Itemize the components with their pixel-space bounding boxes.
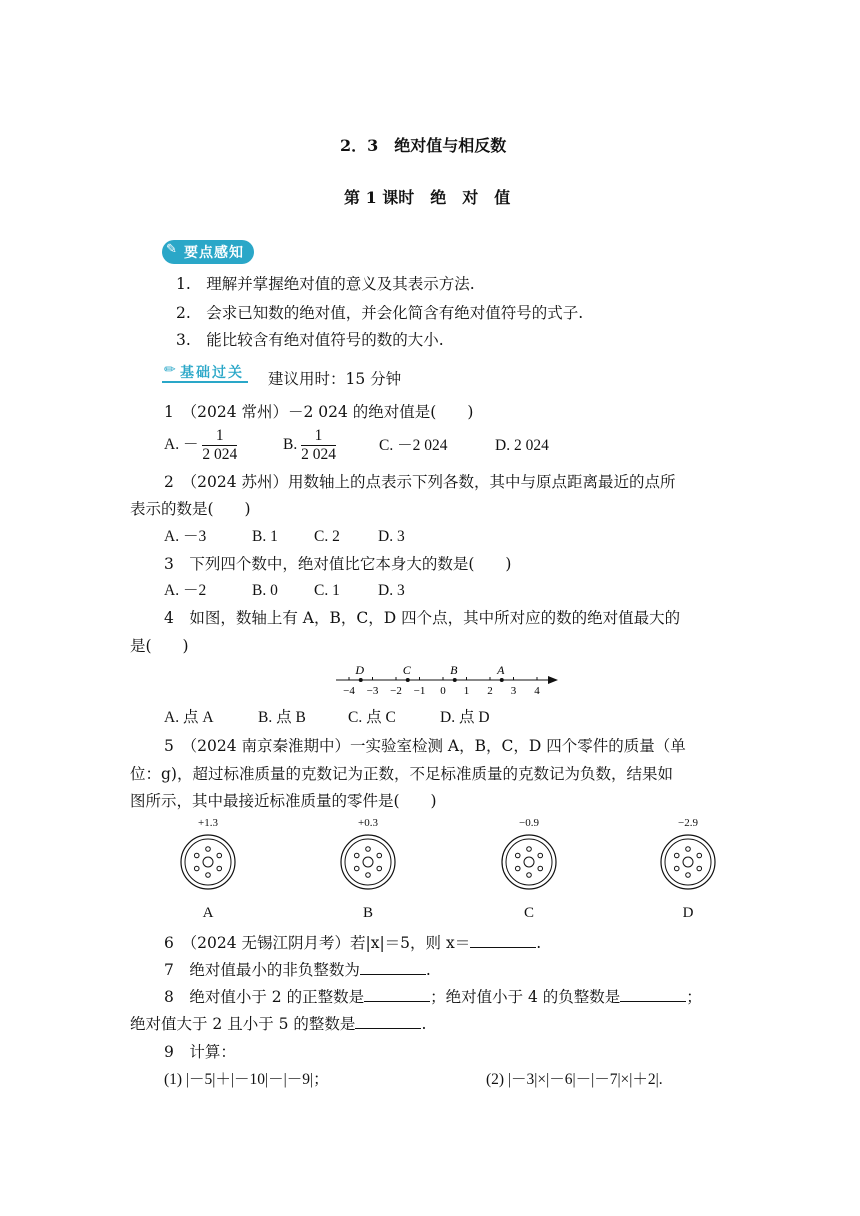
part-mass-deviation: −2.9 — [678, 817, 698, 829]
q1-option-a-fraction — [202, 427, 237, 464]
q5-stem-line1: 5 （2024 南京秦淮期中）一实验室检测 A，B，C，D 四个零件的质量（单 — [164, 737, 686, 755]
number-line-point — [453, 678, 457, 682]
disc-center-hole — [683, 857, 693, 867]
part-label: A — [202, 905, 214, 921]
number-line-point-label: C — [402, 663, 411, 677]
disc-bolt-hole — [697, 853, 702, 858]
fraction-numerator: 1 — [202, 427, 237, 446]
q2-option-a: A. －3 — [164, 528, 207, 545]
q2-option-d: D. 3 — [378, 528, 405, 545]
disc-bolt-hole — [194, 853, 199, 858]
q2-option-c: C. 2 — [314, 528, 340, 545]
q9-sub1: (1) |－5|＋|－10|－|－9|； — [164, 1071, 329, 1088]
q8-line2 — [130, 1014, 426, 1034]
q4-stem-line1: 4 如图，数轴上有 A，B，C，D 四个点，其中所对应的数的绝对值最大的 — [164, 609, 681, 627]
basics-badge-label: 基础过关 — [162, 365, 248, 383]
q7-answer-blank[interactable] — [360, 960, 426, 975]
disc-bolt-hole — [538, 853, 543, 858]
axis-tick-label: −2 — [390, 685, 402, 697]
q8-text-1: 8 绝对值小于 2 的正整数是 — [164, 988, 365, 1006]
q8-answer-blank-2[interactable] — [620, 987, 686, 1002]
q8-line1 — [164, 987, 702, 1007]
disc-center-hole — [524, 857, 534, 867]
disc-bolt-hole — [206, 873, 211, 878]
disc-bolt-hole — [366, 847, 371, 852]
axis-tick-label: 4 — [534, 685, 540, 697]
number-line-point-label: D — [355, 663, 365, 677]
fraction-numerator: 1 — [301, 427, 336, 446]
part-mass-deviation: −0.9 — [519, 817, 539, 829]
keypoints-badge — [162, 240, 254, 264]
q3-option-b: B. 0 — [252, 582, 278, 599]
disc-bolt-hole — [217, 866, 222, 871]
part-disc — [499, 832, 559, 892]
disc-bolt-hole — [515, 853, 520, 858]
q6-answer-blank[interactable] — [470, 933, 536, 948]
q4-option-c: C. 点 C — [348, 709, 396, 726]
q4-stem-line2: 是( ) — [130, 637, 189, 655]
disc-bolt-hole — [674, 853, 679, 858]
disc-outer-ring — [181, 835, 235, 889]
q7-text: 7 绝对值最小的非负整数为 — [164, 961, 360, 979]
fraction-denominator: 2 024 — [301, 446, 336, 463]
disc-bolt-hole — [686, 847, 691, 852]
part-mass-deviation: +0.3 — [358, 817, 378, 829]
axis-tick-label: 2 — [487, 685, 493, 697]
disc-bolt-hole — [354, 866, 359, 871]
fraction-denominator: 2 024 — [202, 446, 238, 463]
axis-tick-label: 0 — [440, 685, 446, 697]
disc-center-hole — [363, 857, 373, 867]
number-line-point-label: A — [497, 663, 505, 677]
q1-option-c: C. －2 024 — [379, 437, 448, 454]
disc-bolt-hole — [366, 873, 371, 878]
part-mass-deviation: +1.3 — [198, 817, 218, 829]
q8-text-4: 绝对值大于 2 且小于 5 的整数是 — [130, 1015, 356, 1033]
q1-option-b-prefix: B. — [283, 436, 298, 454]
q7-period: . — [425, 961, 431, 979]
q3-option-a: A. －2 — [164, 582, 207, 599]
keypoints-badge-label: 要点感知 — [162, 240, 254, 264]
q7-line — [164, 960, 431, 980]
disc-bolt-hole — [354, 853, 359, 858]
q1-option-a — [164, 427, 238, 463]
q2-stem-line2: 表示的数是( ) — [130, 500, 251, 518]
q9-sub2: (2) |－3|×|－6|－|－7|×|＋2|. — [486, 1071, 663, 1088]
number-line-point — [406, 678, 410, 682]
disc-bolt-hole — [377, 866, 382, 871]
basics-badge — [162, 362, 248, 382]
q8-text-2: ；绝对值小于 4 的负整数是 — [430, 988, 621, 1006]
q3-option-c: C. 1 — [314, 582, 340, 599]
suggested-time: 建议用时：15 分钟 — [268, 370, 402, 388]
q1-option-a-prefix: A. － — [164, 436, 199, 454]
q1-options — [164, 427, 237, 464]
q3-option-d: D. 3 — [378, 582, 405, 599]
q8-text-3: ； — [686, 988, 702, 1006]
q8-answer-blank-3[interactable] — [355, 1014, 421, 1029]
number-line-point — [359, 678, 363, 682]
pin-icon: ✎ — [166, 242, 177, 257]
disc-bolt-hole — [194, 866, 199, 871]
section-title: 2．3 绝对值与相反数 — [340, 136, 507, 155]
disc-bolt-hole — [697, 866, 702, 871]
q9-stem: 9 计算： — [164, 1043, 236, 1061]
axis-tick-label: 1 — [463, 685, 470, 697]
axis-tick-label: 3 — [510, 685, 517, 697]
arrow-icon — [548, 676, 558, 684]
q1-stem: 1 （2024 常州）－2 024 的绝对值是( ) — [164, 403, 474, 421]
q5-stem-line2: 位：g)，超过标准质量的克数记为正数，不足标准质量的克数记为负数，结果如 — [130, 765, 673, 783]
disc-outer-ring — [502, 835, 556, 889]
disc-bolt-hole — [686, 873, 691, 878]
disc-inner-ring — [506, 839, 552, 885]
q6-period: . — [536, 934, 542, 952]
keypoint-1: 1. 理解并掌握绝对值的意义及其表示方法. — [176, 275, 475, 293]
q2-stem-line1: 2 （2024 苏州）用数轴上的点表示下列各数，其中与原点距离最近的点所 — [164, 473, 676, 491]
disc-inner-ring — [665, 839, 711, 885]
disc-inner-ring — [345, 839, 391, 885]
q8-period: . — [421, 1015, 427, 1033]
axis-tick-label: −3 — [366, 685, 379, 697]
part-disc — [178, 832, 238, 892]
q4-option-b: B. 点 B — [258, 709, 306, 726]
number-line-point — [500, 678, 504, 682]
keypoint-2: 2. 会求已知数的绝对值，并会化简含有绝对值符号的式子. — [176, 304, 584, 322]
axis-tick-label: −4 — [343, 685, 355, 697]
number-line-figure — [330, 660, 570, 700]
q1-option-d: D. 2 024 — [495, 437, 549, 454]
axis-tick-label: −1 — [413, 685, 426, 697]
q4-option-a: A. 点 A — [164, 709, 214, 726]
q6-line — [164, 933, 541, 953]
disc-bolt-hole — [674, 866, 679, 871]
q6-text: 6 （2024 无锡江阴月考）若|x|＝5，则 x＝ — [164, 934, 471, 952]
disc-bolt-hole — [377, 853, 382, 858]
keypoint-3: 3. 能比较含有绝对值符号的数的大小. — [176, 331, 444, 349]
q8-answer-blank-1[interactable] — [364, 987, 430, 1002]
part-disc — [658, 832, 718, 892]
q5-stem-line3: 图所示，其中最接近标准质量的零件是( ) — [130, 792, 437, 810]
part-disc — [338, 832, 398, 892]
disc-bolt-hole — [206, 847, 211, 852]
disc-inner-ring — [185, 839, 231, 885]
q2-option-b: B. 1 — [252, 528, 278, 545]
pencil-icon: ✏ — [164, 362, 176, 378]
disc-outer-ring — [341, 835, 395, 889]
lesson-title: 第 1 课时 绝 对 值 — [344, 188, 511, 207]
q1-option-b-fraction — [301, 427, 336, 464]
q3-stem: 3 下列四个数中，绝对值比它本身大的数是( ) — [164, 555, 512, 573]
q1-option-b — [283, 427, 336, 464]
disc-outer-ring — [661, 835, 715, 889]
disc-bolt-hole — [538, 866, 543, 871]
part-label: B — [362, 905, 373, 921]
disc-bolt-hole — [515, 866, 520, 871]
part-label: C — [523, 905, 534, 921]
number-line-point-label: B — [450, 663, 458, 677]
part-label: D — [682, 905, 694, 921]
disc-bolt-hole — [217, 853, 222, 858]
q4-option-d: D. 点 D — [440, 709, 490, 726]
disc-bolt-hole — [527, 847, 532, 852]
disc-bolt-hole — [527, 873, 532, 878]
disc-center-hole — [203, 857, 213, 867]
